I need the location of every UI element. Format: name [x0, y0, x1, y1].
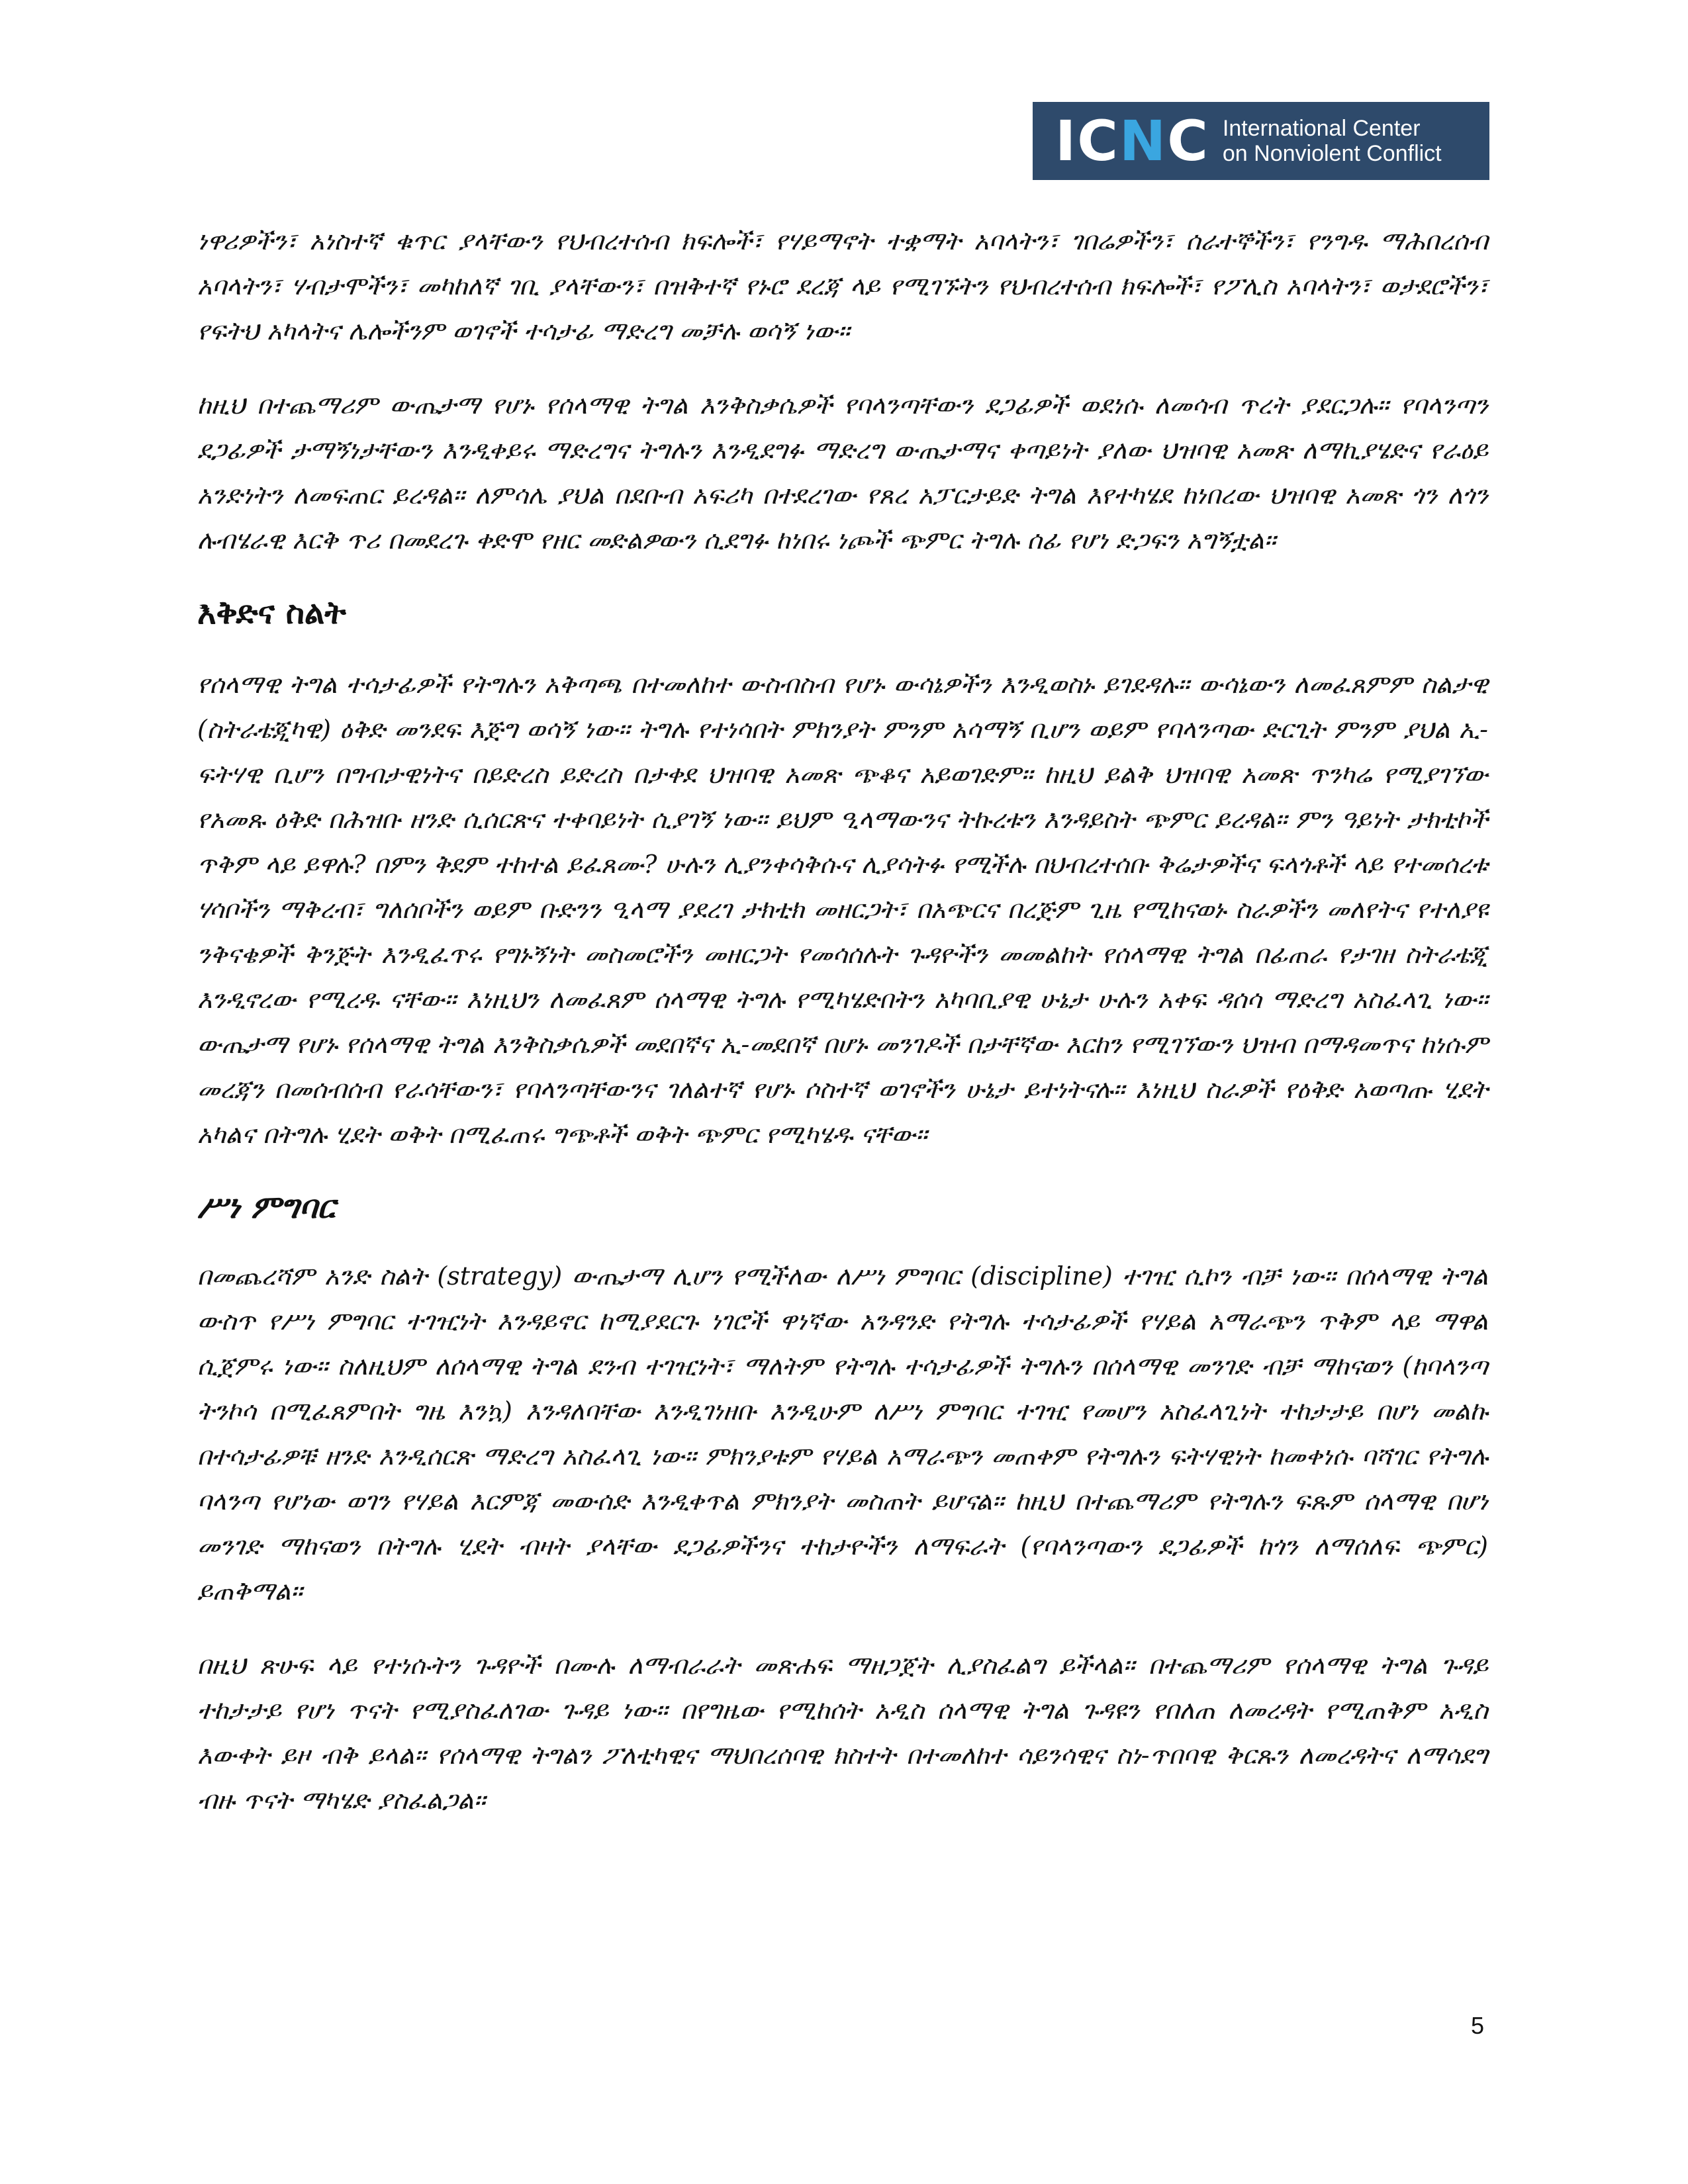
icnc-logo — [1033, 102, 1489, 180]
section-heading: ሥነ ምግባር — [197, 1189, 335, 1226]
icnc-logo-mark — [1055, 109, 1209, 173]
body-paragraph: በመጨረሻም አንድ ስልት (strategy) ውጤታማ ሊሆን የሚችለው ለሥነ ምግባር (discipline) ተገዢ ሲኮን ብቻ ነው። በሰላማዊ ትግል ውስጥ የሥነ ምግባር ተገዢነት እንዳይኖር ከሚያደርጉ ነገሮች ዋነኛው አንዳንድ የትግሉ ተሳታፊዎች የሃይል አማራጭን ጥቅም ላይ ማዋል ሲጀምሩ ነው። ስለዚህም ለሰላማዊ ትግል ደንብ ተገዢነት፣ ማለትም የትግሉ ተሳታፊዎች ትግሉን በሰላማዊ መንገድ ብቻ ማከናወን (ከባላንጣ ትንኮሳ በሚፈጸምበት ግዜ እንኳ) እንዳለባቸው እንዲገነዘቡ እንዲሁም ለሥነ ምግባር ተገዢ የመሆን አስፈላጊነት ተከታታይ በሆነ መልኩ በተሳታፊዎቹ ዘንድ እንዲሰርጽ ማድረግ አስፈላጊ ነው። ምክንያቱም የሃይል አማራጭን መጠቀም የትግሉን ፍትሃዊነት ከመቀነሱ ባሻገር የትግሉ ባላንጣ የሆነው ወገን የሃይል እርምጃ መውሰድ እንዲቀጥል ምክንያት መስጠት ይሆናል። ከዚህ በተጨማሪም የትግሉን ፍጹም ሰላማዊ በሆነ መንገድ ማከናወን በትግሉ ሂደት ብዛት ያላቸው ደጋፊዎችንና ተከታዮችን ለማፍራት (የባላንጣውን ደጋፊዎች ከጎን ለማሰለፍ ጭምር) ይጠቅማል። — [197, 1261, 1488, 1606]
logo-letter-c: C — [1167, 109, 1209, 173]
page-number: 5 — [1471, 2012, 1485, 2039]
body-paragraph: የሰላማዊ ትግል ተሳታፊዎች የትግሉን አቅጣጫ በተመለከተ ውስብስብ የሆኑ ውሳኔዎችን እንዲወስኑ ይገደዳሉ። ውሳኔውን ለመፈጸምም ስልታዊ (ስትራቴጂካዊ) ዕቅድ መንደፍ እጅግ ወሳኝ ነው። ትግሉ የተነሳበት ምክንያት ምንም አሳማኝ ቢሆን ወይም የባላንጣው ድርጊት ምንም ያህል ኢ-ፍትሃዊ ቢሆን በግብታዊነትና በይድረስ ይድረስ በታቀደ ህዝባዊ አመጽ ጭቆና አይወገድም። ከዚህ ይልቅ ህዝባዊ አመጽ ጥንካሬ የሚያገኘው የአመጹ ዕቅድ በሕዝቡ ዘንድ ሲሰርጽና ተቀባይነት ሲያገኝ ነው። ይህም ዒላማውንና ትኩረቱን እንዳይስት ጭምር ይረዳል። ምን ዓይነት ታክቲኮች ጥቅም ላይ ይዋሉ? በምን ቅደም ተከተል ይፈጸሙ? ሁሉን ሊያንቀሳቅሱና ሊያሳትፉ የሚችሉ በህብረተሰቡ ቅሬታዎችና ፍላጎቶች ላይ የተመሰረቱ ሃሳቦችን ማቅረብ፣ ግለሰቦችን ወይም ቡድንን ዒላማ ያደረገ ታክቲክ መዘርጋት፣ በአጭርና በረጅም ጊዜ የሚከናወኑ ስራዎችን መለየትና የተለያዩ ንቅናቄዎች ቅንጅት እንዲፈጥሩ የግኑኝነት መስመሮችን መዘርጋት የመሳሰሉት ጉዳዮችን መመልከት የሰላማዊ ትግል በፊጠራ የታገዘ ስትራቴጂ እንዲኖረው የሚረዱ ናቸው። እነዚህን ለመፈጸም ሰላማዊ ትግሉ የሚካሄድበትን አካባቢያዊ ሁኔታ ሁሉን አቀፍ ዳሰሳ ማድረግ አስፈላጊ ነው። ውጤታማ የሆኑ የሰላማዊ ትግል እንቅስቃሴዎች መደበኛና ኢ-መደበኛ በሆኑ መንገዶች በታቸኛው እርከን የሚገኘውን ህዝብ በማዳመጥና ከነሱም መረጃን በመሰብሰብ የራሳቸውን፣ የባላንጣቸውንና ገለልተኛ የሆኑ ሶስተኛ ወገኖችን ሁኔታ ይተነትናሉ። እነዚህ ስራዎች የዕቅድ አወጣጡ ሂደት አካልና በትግሉ ሂደት ወቅት በሚፈጠሩ ግጭቶች ወቅት ጭምር የሚካሄዱ ናቸው። — [197, 670, 1488, 1149]
logo-line-1: International Center — [1222, 116, 1421, 141]
section-heading: እቅድና ስልት — [197, 594, 346, 631]
body-paragraph: በዚህ ጽሁፍ ላይ የተነሱትን ጉዳዮች በሙሉ ለማብራራት መጽሐፍ ማዘጋጀት ሊያስፈልግ ይችላል። በተጨማሪም የሰላማዊ ትግል ጉዳይ ተከታታይ የሆነ ጥናት የሚያስፈለገው ጉዳይ ነው። በየግዜው የሚከሰት አዲስ ሰላማዊ ትግል ጉዳዩን የበለጠ ለመረዳት የሚጠቅም አዲስ እውቀት ይዞ ብቅ ይላል። የሰላማዊ ትግልን ፖለቲካዊና ማህበረሰባዊ ክስተት በተመለከተ ሳይንሳዊና ስነ-ጥበባዊ ቅርጹን ለመረዳትና ለማሳደግ ብዙ ጥናት ማካሄድ ያስፈልጋል። — [197, 1651, 1488, 1815]
document-body — [197, 218, 1488, 1823]
logo-letter-n: N — [1119, 109, 1168, 173]
logo-wordmark — [1223, 116, 1442, 166]
logo-letter-c: C — [1077, 109, 1119, 173]
body-paragraph: ነዋሪዎችን፣ አነስተኛ ቁጥር ያላቸውን የህብረተሰብ ክፍሎች፣ የሃይማኖት ተቋማት አባላትን፣ ገበሬዎችን፣ ሰራተኞችን፣ የንግዱ ማሕበረሰብ አባላትን፣ ሃብታሞችን፣ መካከለኛ ገቢ ያላቸውን፣ በዝቅተኛ የኑሮ ደረጃ ላይ የሚገኙትን የህብረተሰብ ክፍሎች፣ የፖሊስ አባላትን፣ ወታደሮችን፣ የፍትህ አካላትና ሌሎችንም ወገኖች ተሳታፊ ማድረግ መቻሉ ወሳኝ ነው። — [197, 226, 1488, 345]
body-paragraph: ከዚህ በተጨማሪም ውጤታማ የሆኑ የሰላማዊ ትግል እንቅስቃሴዎች የባላንጣቸውን ደጋፊዎች ወደነሱ ለመሳብ ጥረት ያደርጋሉ። የባላንጣን ደጋፊዎች ታማኝነታቸውን እንዲቀይሩ ማድረግና ትግሉን እንዲደግፉ ማድረግ ውጤታማና ቀጣይነት ያለው ህዝባዊ አመጽ ለማኪያሄድና የራዕይ አንድነትን ለመፍጠር ይረዳል። ለምሳሌ ያህል በደቡብ አፍሪካ በተደረገው የጸረ አፓርታይድ ትግል እየተካሄደ ከነበረው ህዝባዊ አመጽ ጎን ለጎን ሉብሄራዊ እርቅ ጥሪ በመደረጉ ቀድሞ የዘር መድልዎውን ሲደግፉ ከነበሩ ነጮች ጭምር ትግሉ ሰፊ የሆነ ድጋፍን አግኝቷል። — [197, 390, 1488, 555]
logo-letter-i: I — [1055, 109, 1078, 173]
logo-line-2: on Nonviolent Conflict — [1222, 141, 1442, 166]
